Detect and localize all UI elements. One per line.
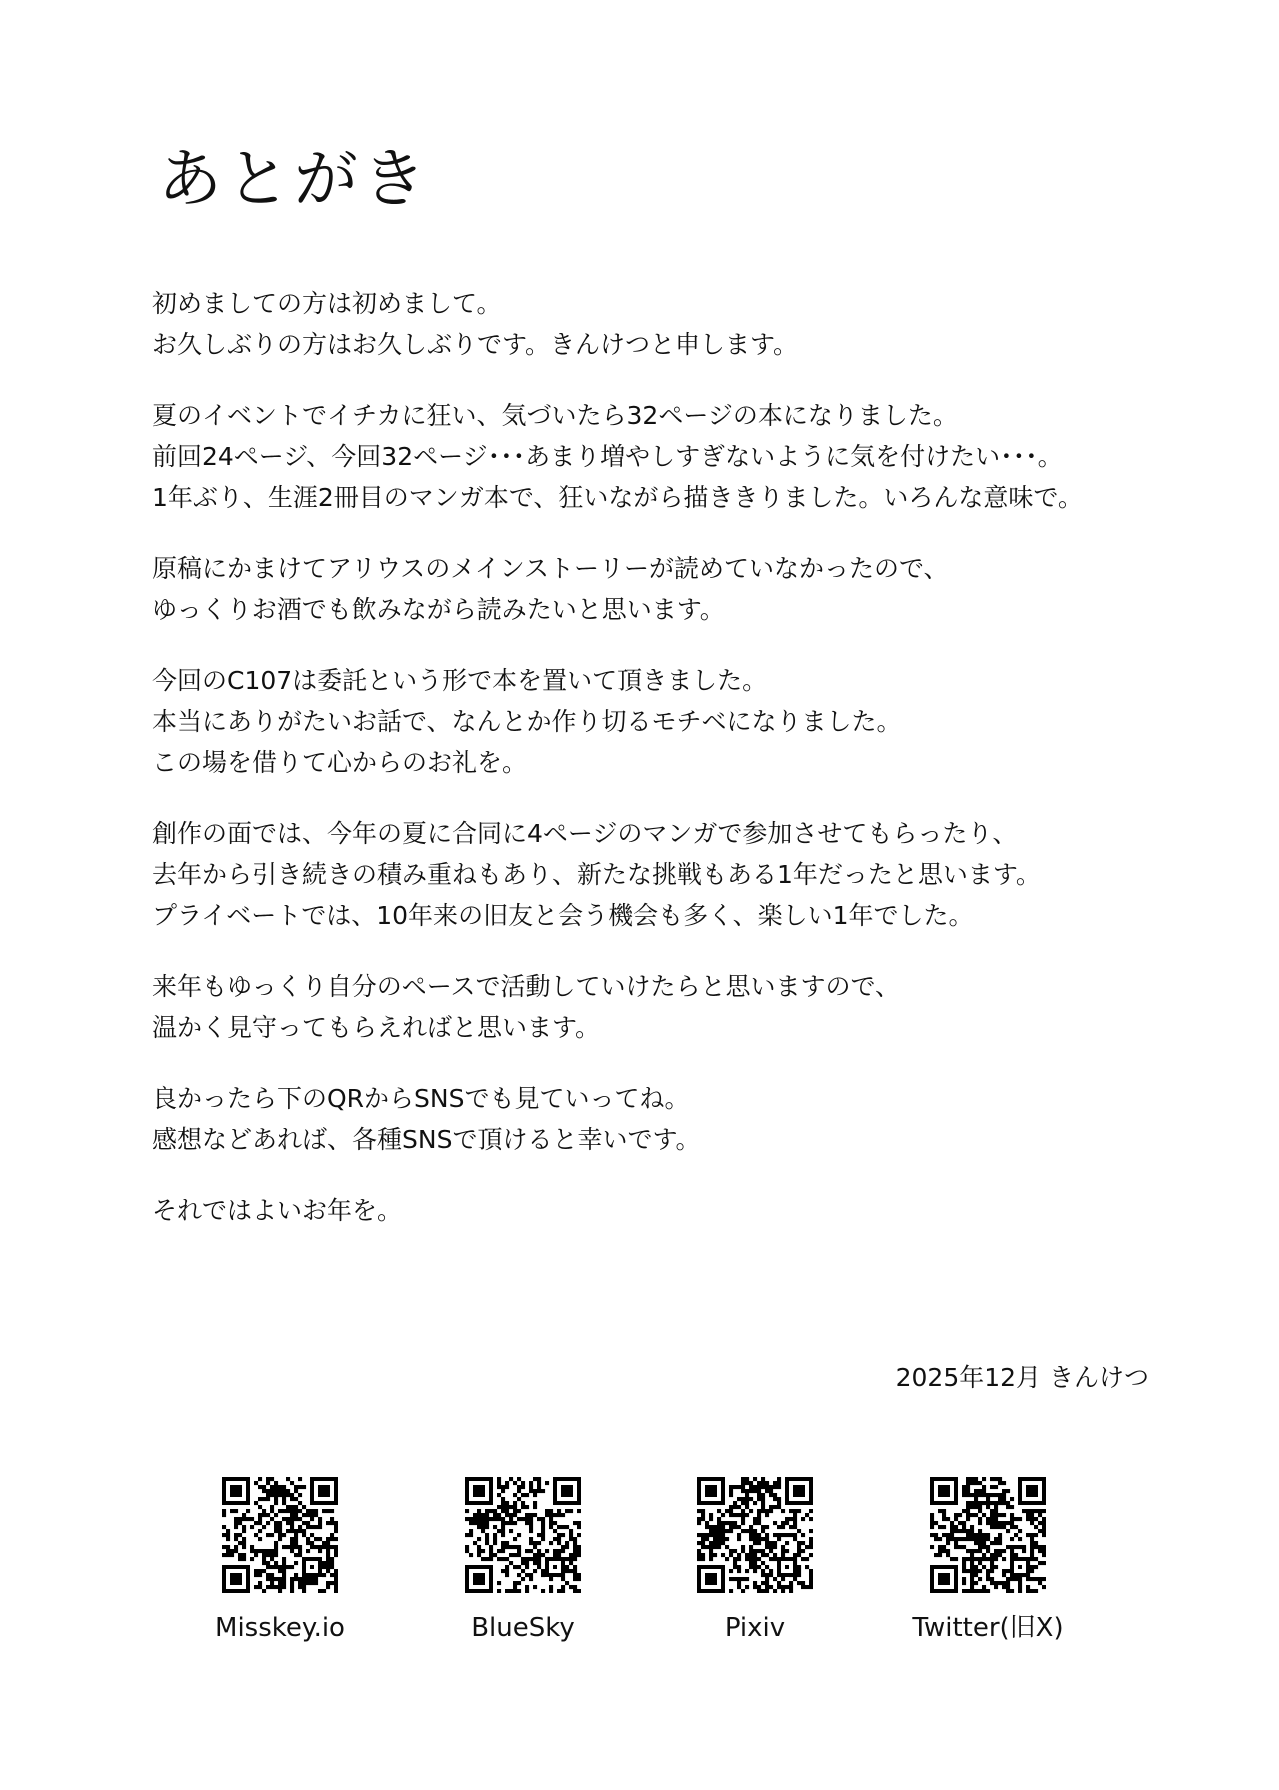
text-line: この場を借りて心からのお礼を。 — [152, 748, 528, 777]
text-line: 前回24ページ、今回32ページ･･･あまり増やしすぎないように気を付けたい･･･。 — [152, 442, 1063, 471]
qr-code-icon[interactable] — [222, 1477, 338, 1593]
text-line: それではよいお年を。 — [152, 1196, 403, 1225]
paragraph-summer-event — [152, 395, 1152, 518]
text-line: 初めましての方は初めまして。 — [152, 289, 502, 318]
qr-label-bluesky: BlueSky — [471, 1613, 575, 1643]
text-line: 1年ぶり、生涯2冊目のマンガ本で、狂いながら描ききりました。いろんな意味で。 — [152, 483, 1083, 512]
text-line: ゆっくりお酒でも飲みながら読みたいと思います。 — [152, 595, 725, 624]
qr-item-twitter[interactable] — [878, 1477, 1098, 1645]
qr-item-pixiv[interactable] — [645, 1477, 865, 1645]
text-line: 良かったら下のQRからSNSでも見ていってね。 — [152, 1084, 690, 1113]
text-line: 温かく見守ってもらえればと思います。 — [152, 1013, 601, 1042]
paragraph-greeting — [152, 283, 1152, 365]
paragraph-year-review — [152, 813, 1152, 936]
text-line: 原稿にかまけてアリウスのメインストーリーが読めていなかったので、 — [152, 554, 949, 583]
text-line: プライベートでは、10年来の旧友と会う機会も多く、楽しい1年でした。 — [152, 901, 974, 930]
qr-code-row — [0, 1477, 1279, 1657]
qr-label-twitter: Twitter(旧X) — [912, 1613, 1064, 1643]
qr-code-icon[interactable] — [697, 1477, 813, 1593]
text-line: 今回のC107は委託という形で本を置いて頂きました。 — [152, 666, 768, 695]
text-line: お久しぶりの方はお久しぶりです。きんけつと申します。 — [152, 330, 799, 359]
paragraph-next-year — [152, 966, 1152, 1048]
qr-item-misskey[interactable] — [170, 1477, 390, 1645]
text-line: 創作の面では、今年の夏に合同に4ページのマンガで参加させてもらったり、 — [152, 819, 1018, 848]
page-title: あとがき — [158, 143, 430, 217]
paragraph-story — [152, 548, 1152, 630]
text-line: 感想などあれば、各種SNSで頂けると幸いです。 — [152, 1125, 701, 1154]
text-line: 夏のイベントでイチカに狂い、気づいたら32ページの本になりました。 — [152, 401, 958, 430]
qr-label-misskey: Misskey.io — [215, 1613, 345, 1643]
qr-label-pixiv: Pixiv — [724, 1613, 786, 1643]
text-line: 本当にありがたいお話で、なんとか作り切るモチベになりました。 — [152, 707, 902, 736]
signature: 2025年12月 きんけつ — [895, 1363, 1149, 1392]
paragraph-closing — [152, 1190, 1152, 1231]
text-line: 来年もゆっくり自分のペースで活動していけたらと思いますので、 — [152, 972, 901, 1001]
paragraph-consignment — [152, 660, 1152, 783]
text-line: 去年から引き続きの積み重ねもあり、新たな挑戦もある1年だったと思います。 — [152, 860, 1041, 889]
qr-item-bluesky[interactable] — [413, 1477, 633, 1645]
qr-code-icon[interactable] — [465, 1477, 581, 1593]
qr-code-icon[interactable] — [930, 1477, 1046, 1593]
afterword-body — [152, 283, 1152, 1261]
paragraph-sns — [152, 1078, 1152, 1160]
